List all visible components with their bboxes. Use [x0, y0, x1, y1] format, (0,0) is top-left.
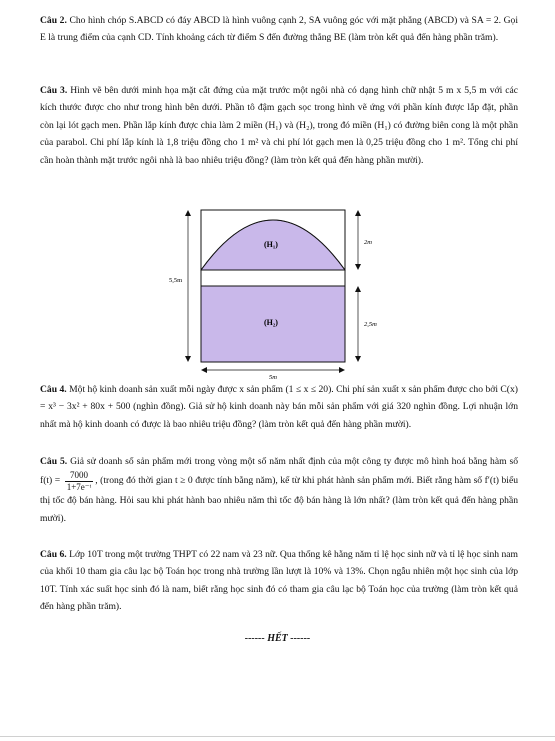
height-arrow-down-icon	[185, 356, 191, 362]
fraction-denominator: 1+7e⁻ᵗ	[66, 481, 92, 492]
height-arrow-up-icon	[185, 210, 191, 216]
question-2-label: Câu 2.	[40, 15, 67, 26]
h2-arrow-up-icon	[355, 286, 361, 292]
question-2	[40, 12, 518, 47]
fraction-numerator: 7000	[65, 470, 94, 481]
width-arrow-right-icon	[339, 367, 345, 373]
question-4	[40, 381, 518, 433]
question-6-text: Lớp 10T trong một trường THPT có 22 nam và 23 nữ. Qua thống kê hằng năm tỉ lệ học sinh nữ và tỉ lệ học sinh nam của khối 10 tham gia câu lạc bộ Toán học trong nhà trường lần lượt là 10% và 13%. Chọn ngẫu nhiên một học sinh của lớp 10T. Tính xác suất học sinh đó là nam, biết rằng học sinh đó có tham gia câu lạc bộ Toán học của trường (làm tròn kết quả đến hàng phần trăm).	[40, 549, 519, 613]
h2-label: (H₂)	[264, 318, 278, 327]
question-6	[40, 546, 518, 616]
question-4-label: Câu 4.	[40, 384, 67, 395]
h1-arrow-up-icon	[355, 210, 361, 216]
question-5-fraction	[65, 470, 94, 492]
question-2-text: Cho hình chóp S.ABCD có đáy ABCD là hình vuông cạnh 2, SA vuông góc với mặt phẳng (ABCD) và SA = 2. Gọi E là trung điểm của cạnh CD. Tính khoảng cách từ điểm S đến đường thẳng BE (làm tròn kết quả đến hàng phần trăm).	[40, 15, 518, 44]
h1-label: (H₁)	[264, 240, 278, 249]
h1-arrow-down-icon	[355, 264, 361, 270]
question-4-text: Một hộ kinh doanh sản xuất mỗi ngày được x sản phẩm (1 ≤ x ≤ 20). Chi phí sản xuất x sản phẩm được cho bởi C(x) = x³ − 3x² + 80x + 500 (nghìn đồng). Giả sử hộ kinh doanh này bán mỗi sản phẩm với giá 320 nghìn đồng. Lợi nhuận lớn nhất mà hộ kinh doanh có được là bao nhiêu triệu đồng? (làm tròn kết quả đến hàng phần mười).	[40, 384, 518, 430]
question-5-text-a: Giả sử doanh số sản phẩm mới trong vòng một số năm nhất định của một công ty được mô hình hoá bằng hàm số f(t) =	[40, 456, 518, 487]
h2-dimension-label: 2,5m	[364, 321, 377, 328]
h1-dimension-label: 2m	[364, 239, 372, 246]
question-3-text: Hình vẽ bên dưới minh họa mặt cắt đứng của mặt trước một ngôi nhà có dạng hình chữ nhật 5 m x 5,5 m với các kích thước được cho như trong hình bên dưới. Phần tô đậm gạch sọc trong hình vẽ ứng với phần kính được lắp đặt, phần còn lại lót gạch men. Phần lắp kính được chia làm 2 miền (H₁) và (H₂), trong đó miền (H₁) có đường biên cong là một phần của parabol. Chi phí lắp kính là 1,8 triệu đồng cho 1 m² và chi phí lót gạch men là 0,25 triệu đồng cho 1 m². Tổng chi phí cần hoàn thành mặt trước ngôi nhà là bao nhiêu triệu đồng? (làm tròn kết quả đến hàng phần mười).	[40, 85, 519, 166]
page-bottom-rule	[0, 736, 555, 737]
house-facade-figure	[168, 200, 388, 380]
question-3-label: Câu 3.	[40, 85, 68, 96]
height-label: 5,5m	[169, 277, 183, 284]
question-6-label: Câu 6.	[40, 549, 67, 560]
width-label: 5m	[269, 374, 277, 380]
question-5-label: Câu 5.	[40, 456, 68, 467]
width-arrow-left-icon	[201, 367, 207, 373]
question-5	[40, 453, 518, 527]
end-marker: ------ HẾT ------	[244, 633, 311, 644]
question-5-text-b: , (trong đó thời gian t ≥ 0 được tính bằng năm), kể từ khi phát hành sản phẩm mới. Biết rằng hàm số f′(t) biểu thị tốc độ bán hàng. Hỏi sau khi phát hành bao nhiêu năm thì tốc độ bán hàng là lớn nhất? (làm tròn kết quả đến hàng phần mười).	[40, 475, 518, 524]
question-3	[40, 82, 518, 169]
h2-arrow-down-icon	[355, 356, 361, 362]
